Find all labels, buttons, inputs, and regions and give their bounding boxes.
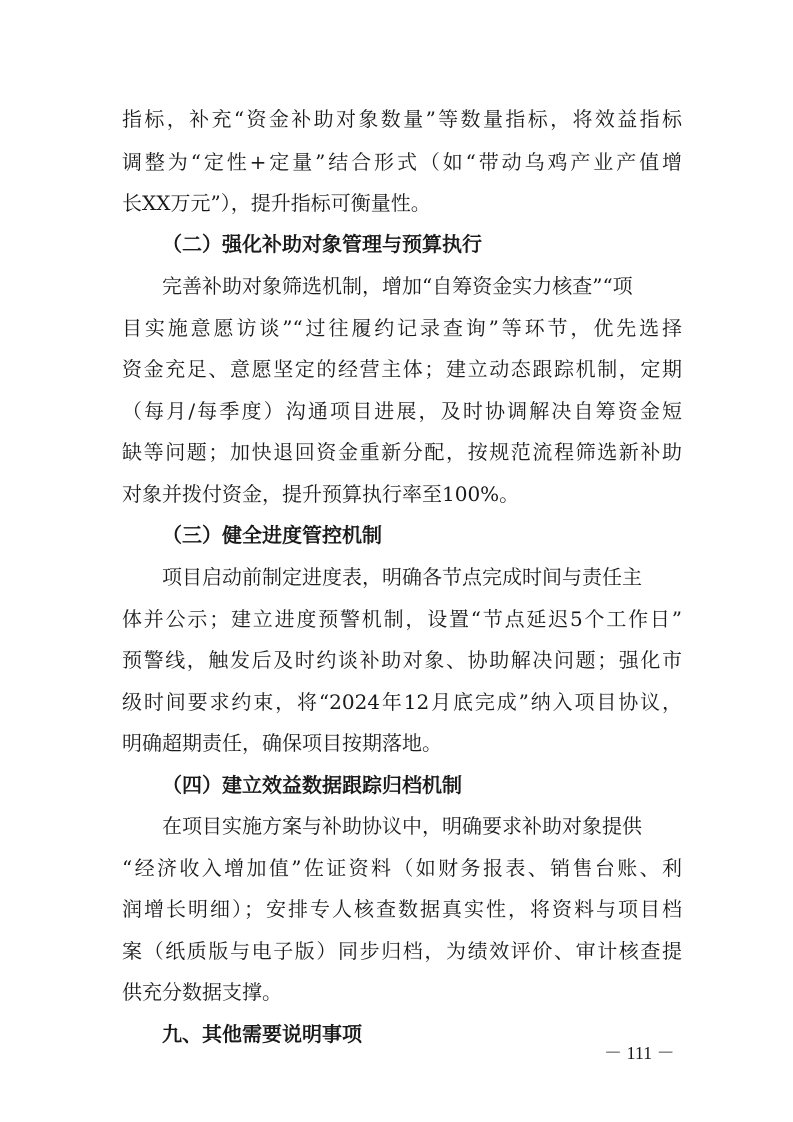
body-text-line: 资金充足、意愿坚定的经营主体；建立动态跟踪机制，定期	[122, 357, 682, 381]
body-text-line: 体并公示；建立进度预警机制，设置“节点延迟5个工作日”	[122, 607, 682, 631]
section-heading: 九、其他需要说明事项	[162, 1022, 362, 1046]
body-text-line: 缺等问题；加快退回资金重新分配，按规范流程筛选新补助	[122, 440, 682, 464]
body-text-line: “经济收入增加值”佐证资料（如财务报表、销售台账、利	[122, 856, 682, 880]
body-text-line: （每月/每季度）沟通项目进展，及时协调解决自筹资金短	[122, 399, 682, 423]
subsection-heading: （四）建立效益数据跟踪归档机制	[162, 773, 462, 797]
body-text-line: 级时间要求约束，将“2024年12月底完成”纳入项目协议，	[122, 690, 682, 714]
body-text-line: 案（纸质版与电子版）同步归档，为绩效评价、审计核查提	[122, 939, 682, 963]
page-number: － 111 －	[604, 1043, 675, 1063]
body-text-line: 完善补助对象筛选机制，增加“自筹资金实力核查”“项	[162, 274, 633, 298]
body-text-line: 指标，补充“资金补助对象数量”等数量指标，将效益指标	[122, 107, 682, 131]
body-text-line: 长XX万元”），提升指标可衡量性。	[122, 191, 431, 215]
body-text-line: 在项目实施方案与补助协议中，明确要求补助对象提供	[162, 814, 642, 838]
body-text-line: 明确超期责任，确保项目按期落地。	[122, 731, 442, 755]
body-text-line: 项目启动前制定进度表，明确各节点完成时间与责任主	[162, 565, 642, 589]
body-text-line: 预警线，触发后及时约谈补助对象、协助解决问题；强化市	[122, 648, 682, 672]
subsection-heading: （二）强化补助对象管理与预算执行	[162, 232, 482, 256]
body-text-line: 调整为“定性+定量”结合形式（如“带动乌鸡产业产值增	[122, 150, 682, 174]
body-text-line: 供充分数据支撑。	[122, 980, 282, 1004]
subsection-heading: （三）健全进度管控机制	[162, 523, 382, 547]
body-text-line: 对象并拨付资金，提升预算执行率至100%。	[122, 482, 520, 506]
body-text-line: 目实施意愿访谈”“过往履约记录查询”等环节，优先选择	[122, 316, 682, 340]
body-text-line: 润增长明细）；安排专人核查数据真实性，将资料与项目档	[122, 897, 682, 921]
